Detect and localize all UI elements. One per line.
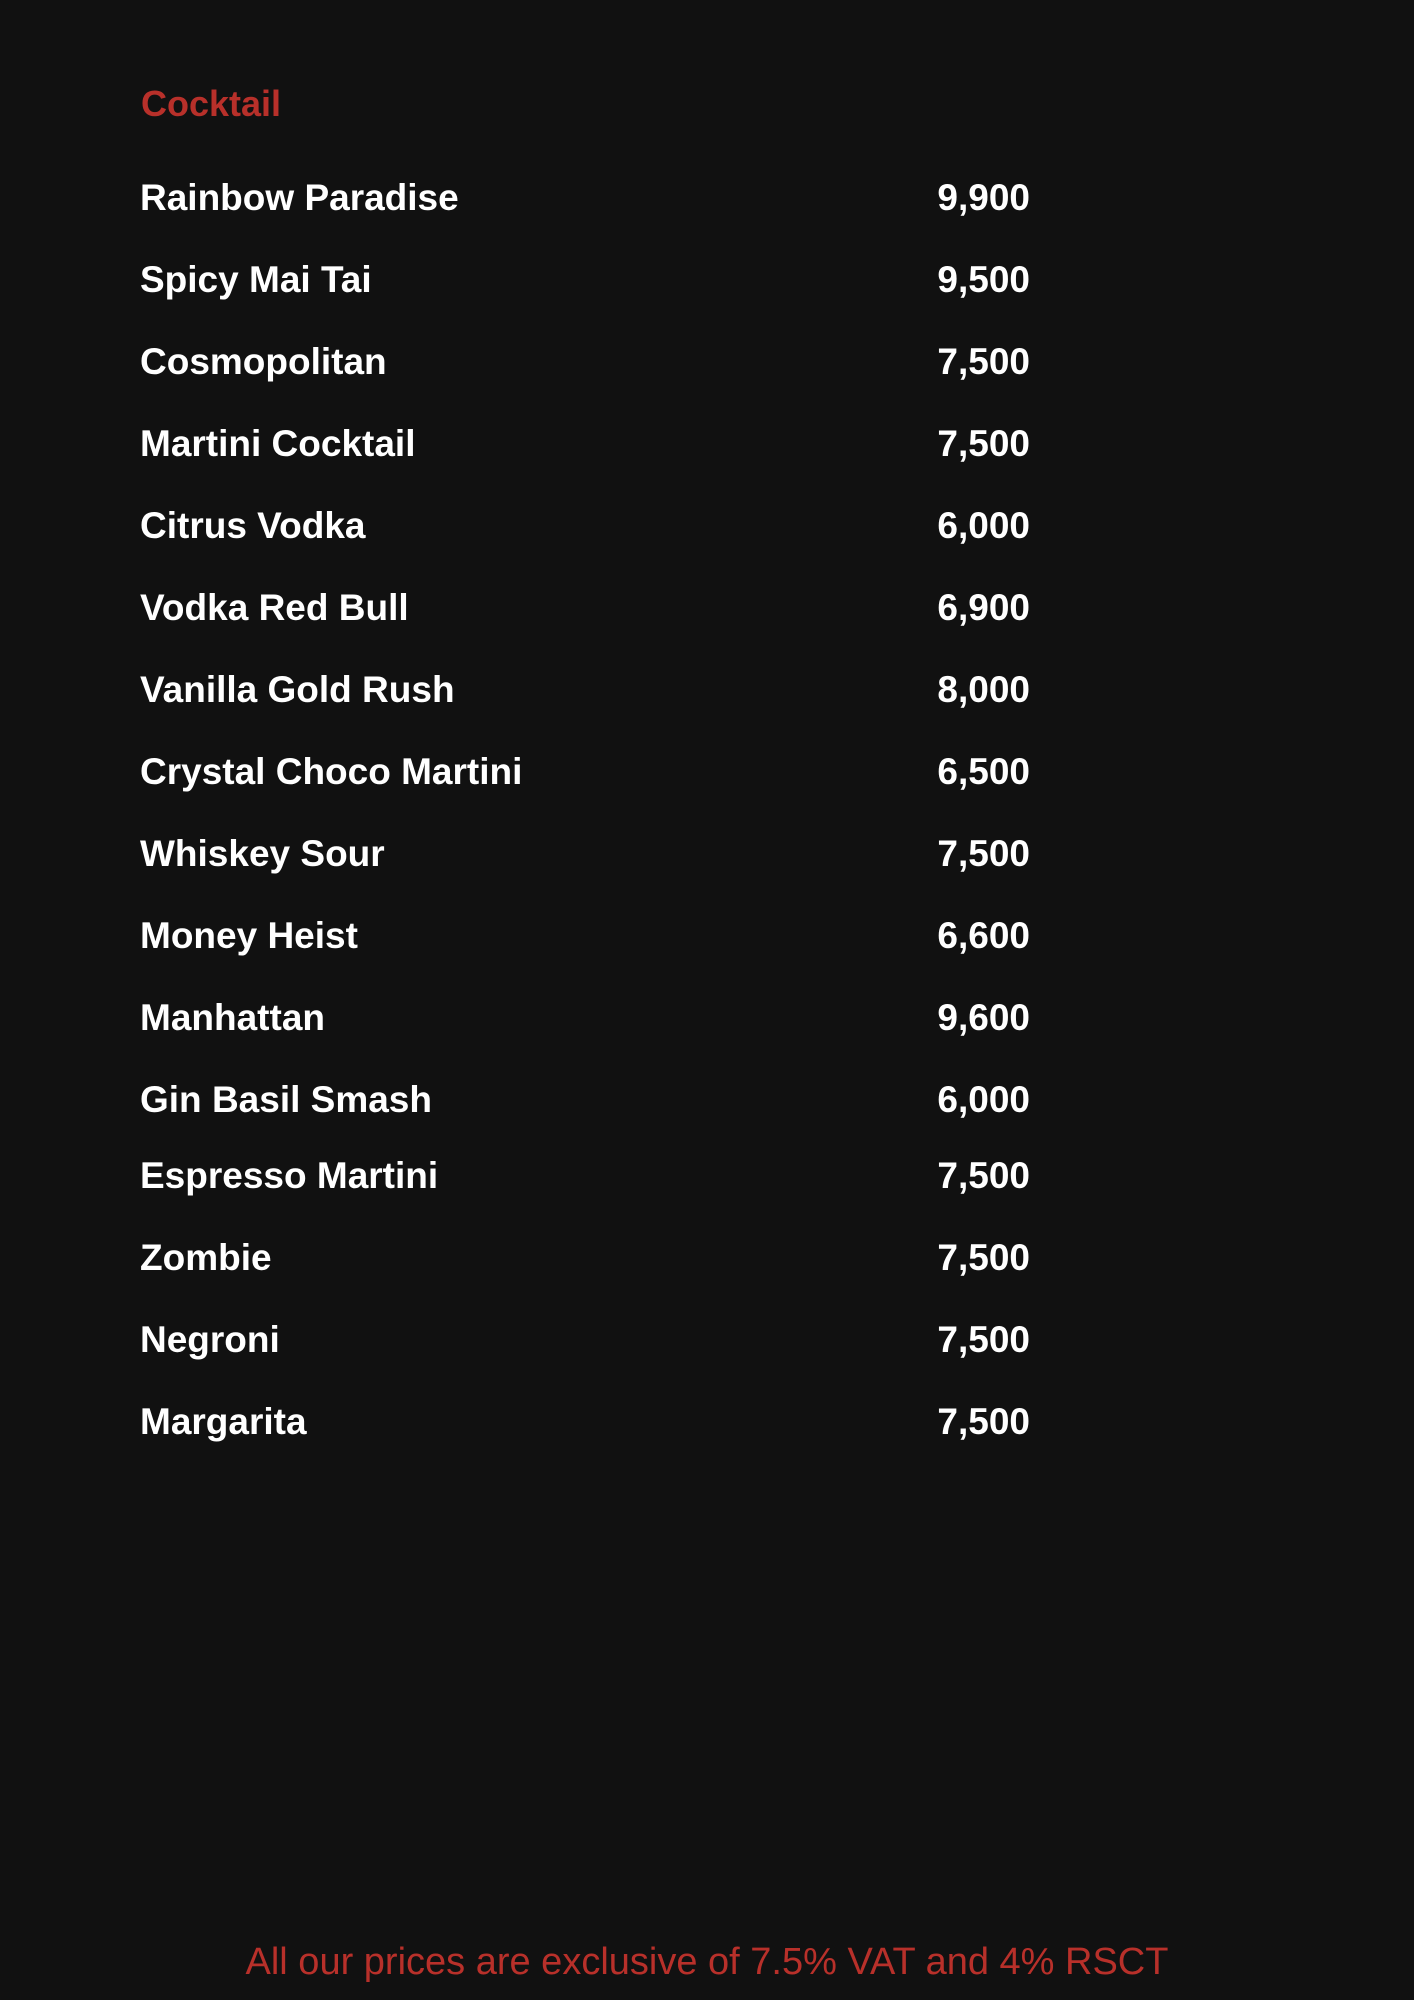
item-name: Manhattan [140, 997, 325, 1038]
item-price: 6,900 [937, 587, 1030, 628]
menu-item [140, 502, 1120, 550]
item-price: 6,000 [937, 505, 1030, 546]
item-name: Cosmopolitan [140, 341, 387, 382]
menu-item [140, 748, 1120, 796]
menu-item [140, 1398, 1120, 1446]
item-price: 6,000 [937, 1079, 1030, 1120]
item-price: 7,500 [937, 1319, 1030, 1360]
item-name: Vanilla Gold Rush [140, 669, 455, 710]
menu-item [140, 666, 1120, 714]
item-name: Espresso Martini [140, 1155, 439, 1196]
menu-item [140, 1152, 1120, 1200]
item-name: Martini Cocktail [140, 423, 416, 464]
menu-item [140, 256, 1120, 304]
item-name: Spicy Mai Tai [140, 259, 372, 300]
menu-item [140, 174, 1120, 222]
item-name: Crystal Choco Martini [140, 751, 523, 792]
item-name: Whiskey Sour [140, 833, 385, 874]
menu-item [140, 1234, 1120, 1282]
item-name: Zombie [140, 1237, 272, 1278]
item-price: 7,500 [937, 423, 1030, 464]
menu-item [140, 1316, 1120, 1364]
menu-item [140, 994, 1120, 1042]
menu-item [140, 584, 1120, 632]
item-name: Negroni [140, 1319, 280, 1360]
item-name: Vodka Red Bull [140, 587, 409, 628]
item-name: Citrus Vodka [140, 505, 366, 546]
price-disclaimer: All our prices are exclusive of 7.5% VAT and 4% RSCT [245, 1941, 1169, 1983]
menu-item [140, 420, 1120, 468]
item-price: 7,500 [937, 833, 1030, 874]
item-price: 9,500 [937, 259, 1030, 300]
menu-item [140, 338, 1120, 386]
item-price: 8,000 [937, 669, 1030, 710]
item-price: 7,500 [937, 1237, 1030, 1278]
item-name: Money Heist [140, 915, 358, 956]
item-price: 9,600 [937, 997, 1030, 1038]
item-name: Gin Basil Smash [140, 1079, 432, 1120]
item-name: Rainbow Paradise [140, 177, 459, 218]
item-price: 7,500 [937, 1401, 1030, 1442]
item-price: 6,600 [937, 915, 1030, 956]
item-price: 6,500 [937, 751, 1030, 792]
item-name: Margarita [140, 1401, 307, 1442]
item-price: 9,900 [937, 177, 1030, 218]
item-price: 7,500 [937, 1155, 1030, 1196]
menu-item [140, 1076, 1120, 1124]
item-price: 7,500 [937, 341, 1030, 382]
menu-item [140, 830, 1120, 878]
menu-item [140, 912, 1120, 960]
section-title: Cocktail [141, 83, 282, 124]
